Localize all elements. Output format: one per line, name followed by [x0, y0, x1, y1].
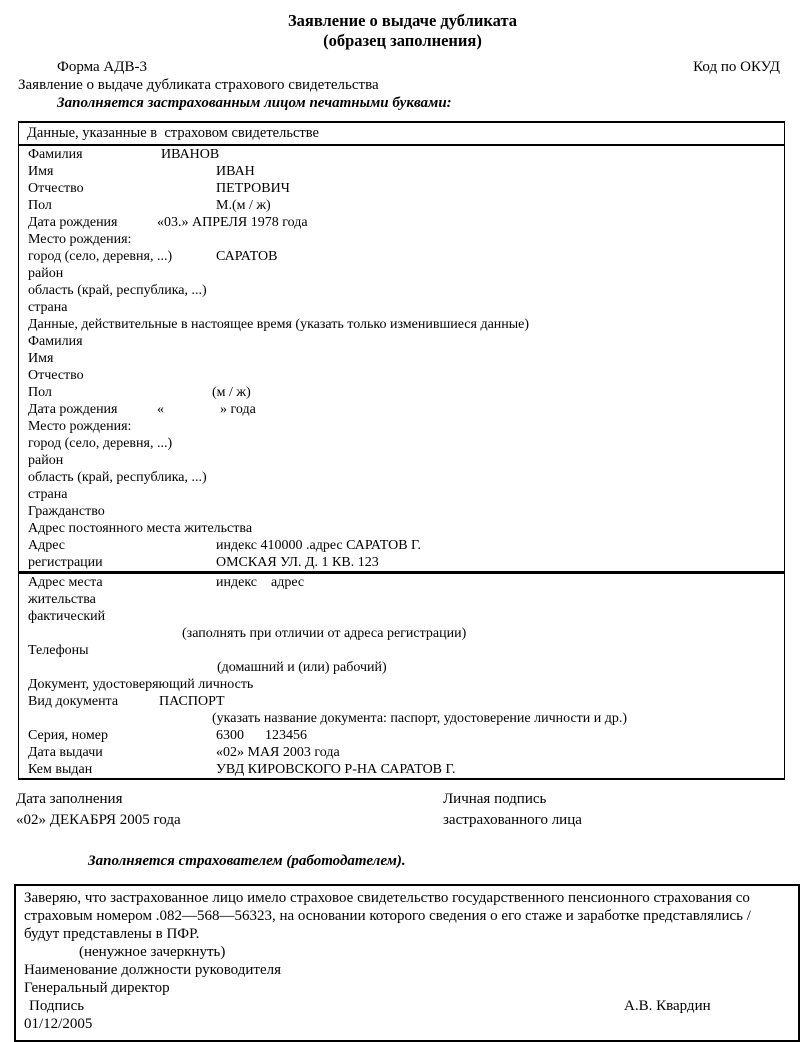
signature-block — [16, 789, 805, 833]
field-value: ИВАН — [216, 164, 255, 179]
table-row — [19, 214, 784, 231]
okud-label: Код по ОКУД — [693, 59, 780, 75]
field-note: (заполнять при отличии от адреса регистрации) — [182, 626, 467, 641]
field-label: жительства — [28, 592, 96, 607]
table-row — [19, 520, 784, 537]
employer-certification-box — [14, 884, 800, 1042]
field-label: область (край, республика, ...) — [28, 283, 207, 298]
table-row — [19, 554, 784, 571]
field-value: (м / ж) — [212, 385, 251, 400]
table-row — [19, 163, 784, 180]
employer-date: 01/12/2005 — [24, 1016, 93, 1032]
page-title: Заявление о выдаче дубликата — [287, 11, 518, 30]
table-row — [19, 401, 784, 418]
table-row — [19, 265, 784, 282]
table-row — [19, 727, 784, 744]
field-value: ОМСКАЯ УЛ. Д. 1 КВ. 123 — [216, 555, 379, 570]
table-row — [19, 537, 784, 554]
field-label: Вид документа — [28, 694, 119, 709]
employer-fill-instruction: Заполняется страхователем (работодателем). — [88, 853, 406, 869]
table-row — [19, 299, 784, 316]
table-row — [19, 676, 784, 693]
certification-statement: Заверяю, что застрахованное лицо имело страховое свидетельство государственного пенсионного страхования со страховым номером .082—568—56323, на основании которого сведения о его стаже и заработке представлялись / будут представлены в ПФР. — [24, 890, 751, 942]
table-row — [19, 350, 784, 367]
field-label: Отчество — [28, 368, 84, 383]
personal-signature-sublabel: застрахованного лица — [443, 812, 582, 828]
field-label: район — [28, 266, 64, 281]
form-meta-row — [57, 58, 780, 76]
field-label: район — [28, 453, 64, 468]
field-label: город (село, деревня, ...) — [28, 249, 173, 264]
field-label: Фамилия — [28, 334, 83, 349]
field-label: Дата рождения — [28, 215, 118, 230]
fill-date-value: «02» ДЕКАБРЯ 2005 года — [16, 812, 181, 828]
field-value: М.(м / ж) — [216, 198, 271, 213]
field-label: Имя — [28, 351, 54, 366]
field-label: город (село, деревня, ...) — [28, 436, 173, 451]
table-row — [19, 693, 784, 710]
table-row — [19, 591, 784, 608]
table-row — [19, 248, 784, 265]
table-row — [19, 452, 784, 469]
table-row — [19, 486, 784, 503]
field-label: страна — [28, 487, 68, 502]
field-value: «03.» АПРЕЛЯ 1978 года — [157, 215, 308, 230]
field-label: область (край, республика, ...) — [28, 470, 207, 485]
field-note: (указать название документа: паспорт, удостоверение личности и др.) — [212, 711, 628, 726]
field-note: (домашний и (или) рабочий) — [217, 660, 387, 675]
application-form-table — [18, 121, 785, 780]
field-value: ПАСПОРТ — [159, 694, 225, 709]
table-row — [19, 282, 784, 299]
field-value: ИВАНОВ — [161, 147, 220, 162]
strike-note: (ненужное зачеркнуть) — [79, 944, 226, 960]
table-row — [19, 503, 784, 520]
field-label: Документ, удостоверяющий личность — [28, 677, 254, 692]
field-value: ПЕТРОВИЧ — [216, 181, 290, 196]
field-label: Адрес — [28, 538, 66, 553]
employer-signature-label: Подпись — [29, 998, 85, 1014]
field-label: Дата рождения — [28, 402, 118, 417]
field-label: Место рождения: — [28, 419, 132, 434]
field-value: 6300 123456 — [216, 728, 307, 743]
field-label: регистрации — [28, 555, 103, 570]
personal-signature-block — [443, 789, 582, 831]
document-title-block — [0, 11, 805, 51]
table-row — [19, 625, 784, 642]
field-label: Пол — [28, 198, 52, 213]
field-label: Фамилия — [28, 147, 83, 162]
table-row — [19, 761, 784, 778]
field-value: УВД КИРОВСКОГО Р-НА САРАТОВ Г. — [216, 762, 456, 777]
doc-subtitle: Заявление о выдаче дубликата страхового свидетельства — [18, 77, 379, 93]
table-row — [19, 146, 784, 163]
position-value: Генеральный директор — [24, 980, 170, 996]
field-label: Адрес постоянного места жительства — [28, 521, 253, 536]
table-row — [19, 384, 784, 401]
personal-signature-label: Личная подпись — [443, 791, 547, 807]
field-value: « » года — [157, 402, 256, 417]
certificate-data-section — [18, 145, 785, 573]
table-row — [19, 367, 784, 384]
table-row — [19, 197, 784, 214]
field-label: страна — [28, 300, 68, 315]
table-row — [19, 469, 784, 486]
table-row — [19, 435, 784, 452]
field-label: Телефоны — [28, 643, 89, 658]
actual-data-section — [18, 573, 785, 780]
table-row — [19, 659, 784, 676]
form-code: Форма АДВ-3 — [57, 59, 147, 75]
table-row — [19, 744, 784, 761]
table-row — [19, 574, 784, 591]
table-row — [19, 180, 784, 197]
field-value: индекс 410000 .адрес САРАТОВ Г. — [216, 538, 422, 553]
table-row — [19, 316, 784, 333]
field-label: Пол — [28, 385, 52, 400]
field-label: Место рождения: — [28, 232, 132, 247]
field-label: фактический — [28, 609, 106, 624]
field-label: Кем выдан — [28, 762, 93, 777]
employer-signature-row — [24, 997, 788, 1015]
position-label: Наименование должности руководителя — [24, 962, 282, 978]
table-row — [19, 710, 784, 727]
field-label: Адрес места — [28, 575, 103, 590]
field-label: Имя — [28, 164, 54, 179]
table-header: Данные, указанные в страховом свидетельстве — [18, 121, 785, 145]
field-label: Дата выдачи — [28, 745, 103, 760]
field-value: индекс адрес — [216, 575, 305, 590]
field-label: Серия, номер — [28, 728, 108, 743]
employer-signature-name: А.В. Квардин — [624, 998, 711, 1014]
field-label: Отчество — [28, 181, 84, 196]
table-row — [19, 608, 784, 625]
field-value: САРАТОВ — [216, 249, 278, 264]
fill-date-label: Дата заполнения — [16, 791, 123, 807]
table-row — [19, 642, 784, 659]
table-row — [19, 231, 784, 248]
fill-instruction: Заполняется застрахованным лицом печатными буквами: — [57, 95, 452, 111]
field-value: «02» МАЯ 2003 года — [216, 745, 340, 760]
sample-note: (образец заполнения) — [323, 31, 482, 50]
field-label: Данные, действительные в настоящее время (указать только изменившиеся данные) — [28, 317, 530, 332]
table-row — [19, 418, 784, 435]
field-label: Гражданство — [28, 504, 105, 519]
table-row — [19, 333, 784, 350]
